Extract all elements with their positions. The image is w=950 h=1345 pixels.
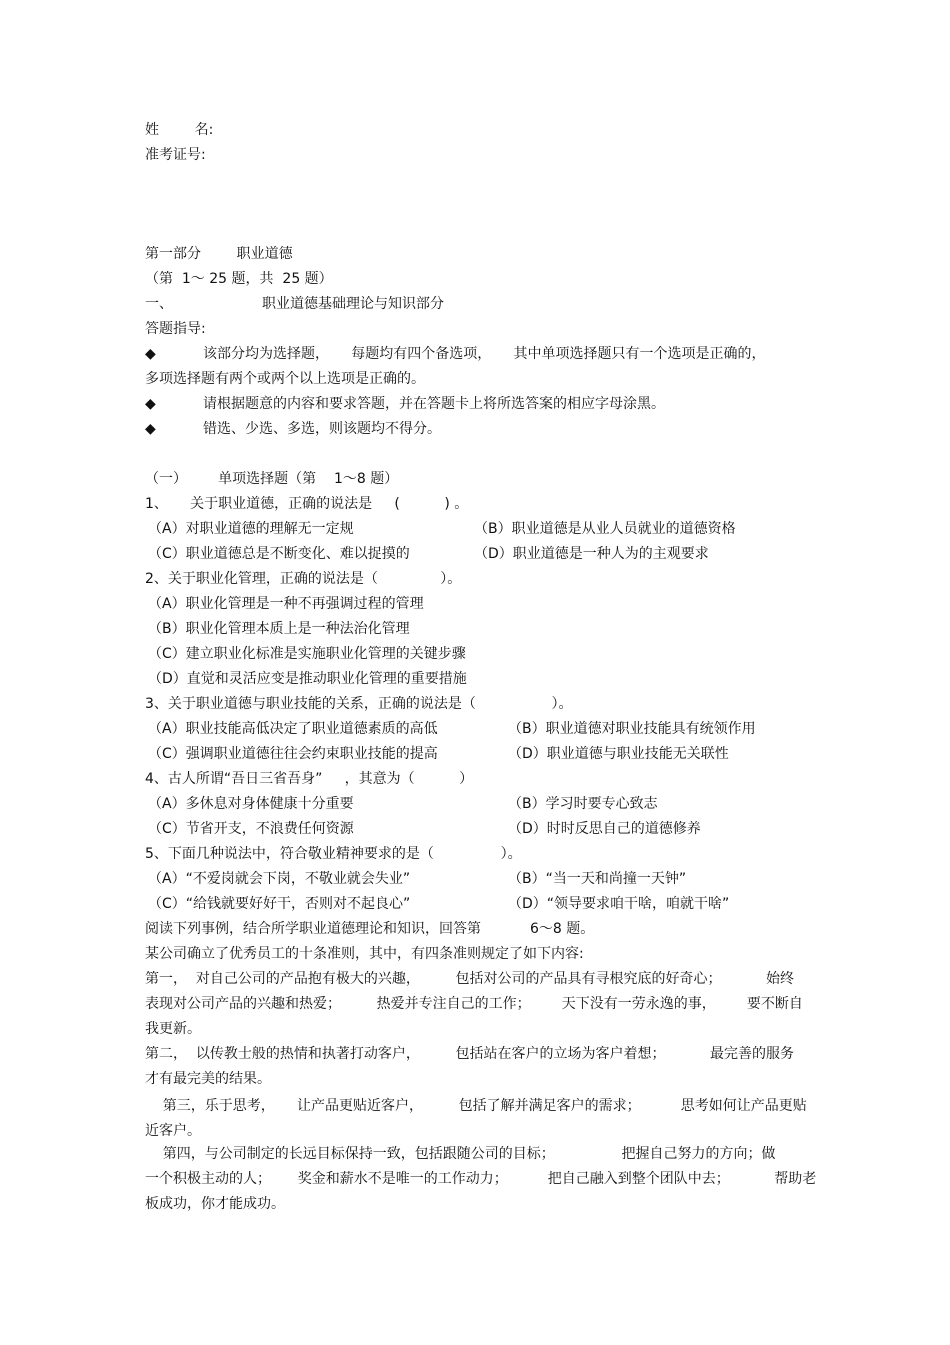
question-1-option-b: （B）职业道德是从业人员就业的道德资格 — [474, 521, 736, 537]
question-5-option-d: （D）“领导要求咱干啥，咱就干啥” — [508, 896, 730, 912]
section-title: 一、 职业道德基础理论与知识部分 — [145, 296, 445, 312]
question-3-option-a: （A）职业技能高低决定了职业道德素质的高低 — [148, 721, 438, 737]
question-3-option-b: （B）职业道德对职业技能具有统领作用 — [508, 721, 756, 737]
case-p4-line-2: 一个积极主动的人； 奖金和薪水不是唯一的工作动力； 把自己融入到整个团队中去； 帮助老 — [145, 1171, 817, 1187]
question-3-stem: 3、关于职业道德与职业技能的关系，正确的说法是（ ）。 — [145, 696, 573, 712]
case-lead: 某公司确立了优秀员工的十条准则，其中，有四条准则规定了如下内容: — [145, 946, 584, 962]
question-1-option-d: （D）职业道德是一种人为的主观要求 — [474, 546, 709, 562]
case-p1-line-2: 表现对公司产品的兴趣和热爱； 热爱并专注自己的工作； 天下没有一劳永逸的事， 要不断自 — [145, 996, 803, 1012]
question-5-option-b: （B）“当一天和尚撞一天钟” — [508, 871, 687, 887]
rule-1-text: 该部分均为选择题， 每题均有四个备选项， 其中单项选择题只有一个选项是正确的， — [203, 346, 766, 362]
question-4-option-a: （A）多休息对身体健康十分重要 — [148, 796, 354, 812]
single-choice-heading: （一） 单项选择题（第 1～8 题） — [145, 471, 399, 487]
case-p2-line-1: 第二， 以传教士般的热情和执著打动客户， 包括站在客户的立场为客户着想； 最完善的服务 — [145, 1046, 795, 1062]
question-2-option-c: （C）建立职业化标准是实施职业化管理的关键步骤 — [148, 646, 466, 662]
question-1-stem: 1、 关于职业道德，正确的说法是 ( ) 。 — [145, 496, 469, 512]
rule-2-text: 请根据题意的内容和要求答题，并在答题卡上将所选答案的相应字母涂黑。 — [203, 396, 665, 412]
case-intro: 阅读下列事例，结合所学职业道德理论和知识，回答第 6～8 题。 — [145, 921, 595, 937]
case-p3-line-1: 第三，乐于思考， 让产品更贴近客户， 包括了解并满足客户的需求； 思考如何让产品更贴 — [145, 1098, 807, 1114]
question-4-option-d: （D）时时反思自己的道德修养 — [508, 821, 701, 837]
question-4-option-b: （B）学习时要专心致志 — [508, 796, 658, 812]
question-3-option-c: （C）强调职业道德往往会约束职业技能的提高 — [148, 746, 438, 762]
rule-3 — [145, 420, 441, 438]
diamond-bullet-icon: ◆ — [145, 396, 156, 412]
diamond-bullet-icon: ◆ — [145, 346, 156, 362]
exam-id-label: 准考证号: — [145, 147, 206, 163]
question-5-option-a: （A）“不爱岗就会下岗，不敬业就会失业” — [148, 871, 411, 887]
question-3-option-d: （D）职业道德与职业技能无关联性 — [508, 746, 729, 762]
part-range: （第 1～ 25 题，共 25 题） — [145, 271, 333, 287]
question-4-stem: 4、古人所谓“吾日三省吾身” ，其意为（ ） — [145, 771, 474, 787]
name-label: 姓 名: — [145, 122, 214, 138]
guide-label: 答题指导: — [145, 321, 206, 337]
question-5-option-c: （C）“给钱就要好好干，否则对不起良心” — [148, 896, 411, 912]
question-1-option-c: （C）职业道德总是不断变化、难以捉摸的 — [148, 546, 410, 562]
rule-1 — [145, 345, 766, 363]
diamond-bullet-icon: ◆ — [145, 421, 156, 437]
case-p4-line-1: 第四，与公司制定的长远目标保持一致，包括跟随公司的目标； 把握自己努力的方向；做 — [145, 1146, 776, 1162]
question-2-stem: 2、关于职业化管理，正确的说法是（ ）。 — [145, 571, 462, 587]
case-p2-line-2: 才有最完美的结果。 — [145, 1071, 271, 1087]
rule-2 — [145, 395, 665, 413]
rule-1-cont: 多项选择题有两个或两个以上选项是正确的。 — [145, 371, 425, 387]
question-2-option-a: （A）职业化管理是一种不再强调过程的管理 — [148, 596, 424, 612]
case-p4-line-3: 板成功，你才能成功。 — [145, 1196, 285, 1212]
question-2-option-d: （D）直觉和灵活应变是推动职业化管理的重要措施 — [148, 671, 467, 687]
case-p3-line-2: 近客户。 — [145, 1123, 201, 1139]
case-p1-line-3: 我更新。 — [145, 1021, 201, 1037]
part-title: 第一部分 职业道德 — [145, 246, 293, 262]
rule-3-text: 错选、少选、多选，则该题均不得分。 — [203, 421, 441, 437]
case-p1-line-1: 第一， 对自己公司的产品抱有极大的兴趣， 包括对公司的产品具有寻根究底的好奇心； 始终 — [145, 971, 795, 987]
question-2-option-b: （B）职业化管理本质上是一种法治化管理 — [148, 621, 410, 637]
question-5-stem: 5、下面几种说法中，符合敬业精神要求的是（ ）。 — [145, 846, 522, 862]
question-1-option-a: （A）对职业道德的理解无一定规 — [148, 521, 354, 537]
question-4-option-c: （C）节省开支，不浪费任何资源 — [148, 821, 354, 837]
